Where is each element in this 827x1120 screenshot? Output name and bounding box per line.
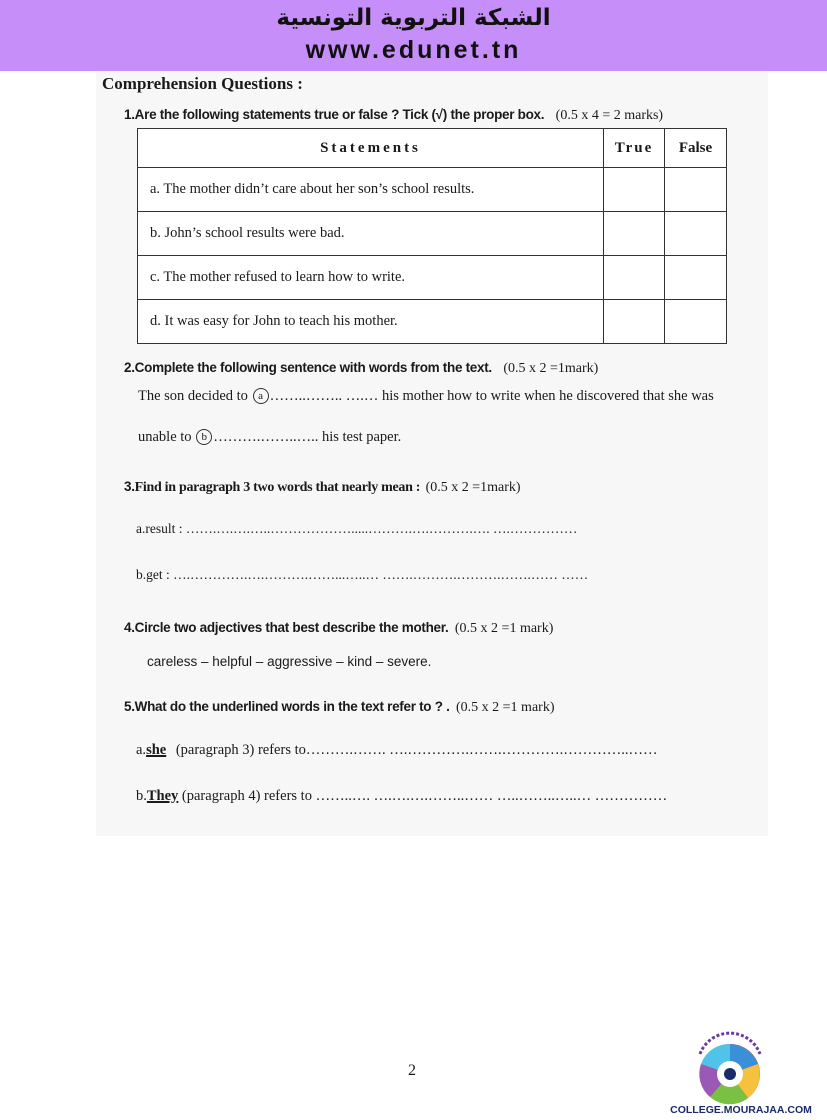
blank-a-field[interactable]: ……..…….. ….… his mother how to write when he discovered that she was [269,388,714,404]
item-b-answer-line[interactable]: (paragraph 4) refers to ……..…. ….….….……..…… …..……..…..… …………… [181,788,668,804]
true-box-d[interactable] [604,300,665,344]
statement-a: a. The mother didn’t care about her son’s school results. [138,168,604,212]
answer-line-get[interactable]: b.get : ….………….….……….……...…..… …….……….……….…….…… …… [136,567,589,582]
question-5-marks: (0.5 x 2 =1 mark) [456,700,555,715]
true-box-c[interactable] [604,256,665,300]
statement-c: c. The mother refused to learn how to write. [138,256,604,300]
question-4-marks: (0.5 x 2 =1 mark) [454,621,554,636]
false-box-b[interactable] [665,212,727,256]
question-5-instruction: What do the underlined words in the text refer to ? . [134,699,450,714]
question-4-number: 4. [124,620,135,635]
question-2-line-1-start: The son decided to [138,388,248,404]
table-header-row [138,129,727,168]
question-4 [124,620,553,637]
site-banner [0,0,827,71]
true-header: True [604,129,665,168]
question-1-marks: (0.5 x 4 = 2 marks) [555,108,664,123]
table-row [138,256,727,300]
false-header: False [665,129,727,168]
true-box-a[interactable] [604,168,665,212]
question-3-number: 3. [124,479,135,494]
question-2-marks: (0.5 x 2 =1mark) [503,361,599,376]
question-2-instruction: Complete the following sentence with words from the text. [134,360,492,375]
question-3-instruction: Find in paragraph 3 two words that nearly mean : [134,480,421,495]
false-box-d[interactable] [665,300,727,344]
question-2-number: 2. [124,360,135,375]
false-box-c[interactable] [665,256,727,300]
table-row [138,212,727,256]
page-number: 2 [408,1062,416,1079]
question-1 [124,107,663,124]
question-5-item-b [136,788,667,805]
banner-arabic-title: الشبكة التربوية التونسية [276,5,551,31]
adjective-options[interactable]: careless – helpful – aggressive – kind – severe. [147,654,432,669]
question-3-marks: (0.5 x 2 =1mark) [425,480,521,495]
question-5-number: 5. [124,699,135,714]
answer-line-result[interactable]: a.result : …….….….…..……………….....……….….……….…. ….…………… [136,521,578,536]
statements-header: Statements [138,129,604,168]
statement-b: b. John’s school results were bad. [138,212,604,256]
question-1-number: 1. [124,107,135,122]
banner-website[interactable]: www.edunet.tn [305,36,522,64]
item-a-prefix: a. [136,742,147,758]
underlined-word-they: They [146,788,179,804]
item-a-answer-line[interactable]: (paragraph 3) refers to……….……. ….………….…….………….…………..…… [175,742,658,758]
blank-b-marker: b [196,429,212,445]
blank-b-field[interactable]: ……….……..….. his test paper. [213,429,402,445]
item-b-prefix: b. [136,788,147,804]
statement-d: d. It was easy for John to teach his mother. [138,300,604,344]
question-2-line-1 [138,388,714,405]
underlined-word-she: she [146,742,167,758]
question-5 [124,699,555,716]
statements-table [137,128,727,344]
question-2 [124,360,598,377]
college-logo-icon [688,1024,772,1108]
logo-caption[interactable]: COLLEGE.MOURAJAA.COM [670,1104,812,1116]
true-box-b[interactable] [604,212,665,256]
false-box-a[interactable] [665,168,727,212]
section-title: Comprehension Questions : [102,74,303,93]
question-2-line-2-start: unable to [138,429,192,445]
question-4-instruction: Circle two adjectives that best describe the mother. [134,620,449,635]
question-2-line-2 [138,429,401,446]
blank-a-marker: a [253,388,269,404]
question-5-item-a [136,742,658,759]
table-row [138,168,727,212]
question-1-instruction: Are the following statements true or false ? Tick (√) the proper box. [134,107,545,122]
table-row [138,300,727,344]
question-3 [124,479,521,496]
